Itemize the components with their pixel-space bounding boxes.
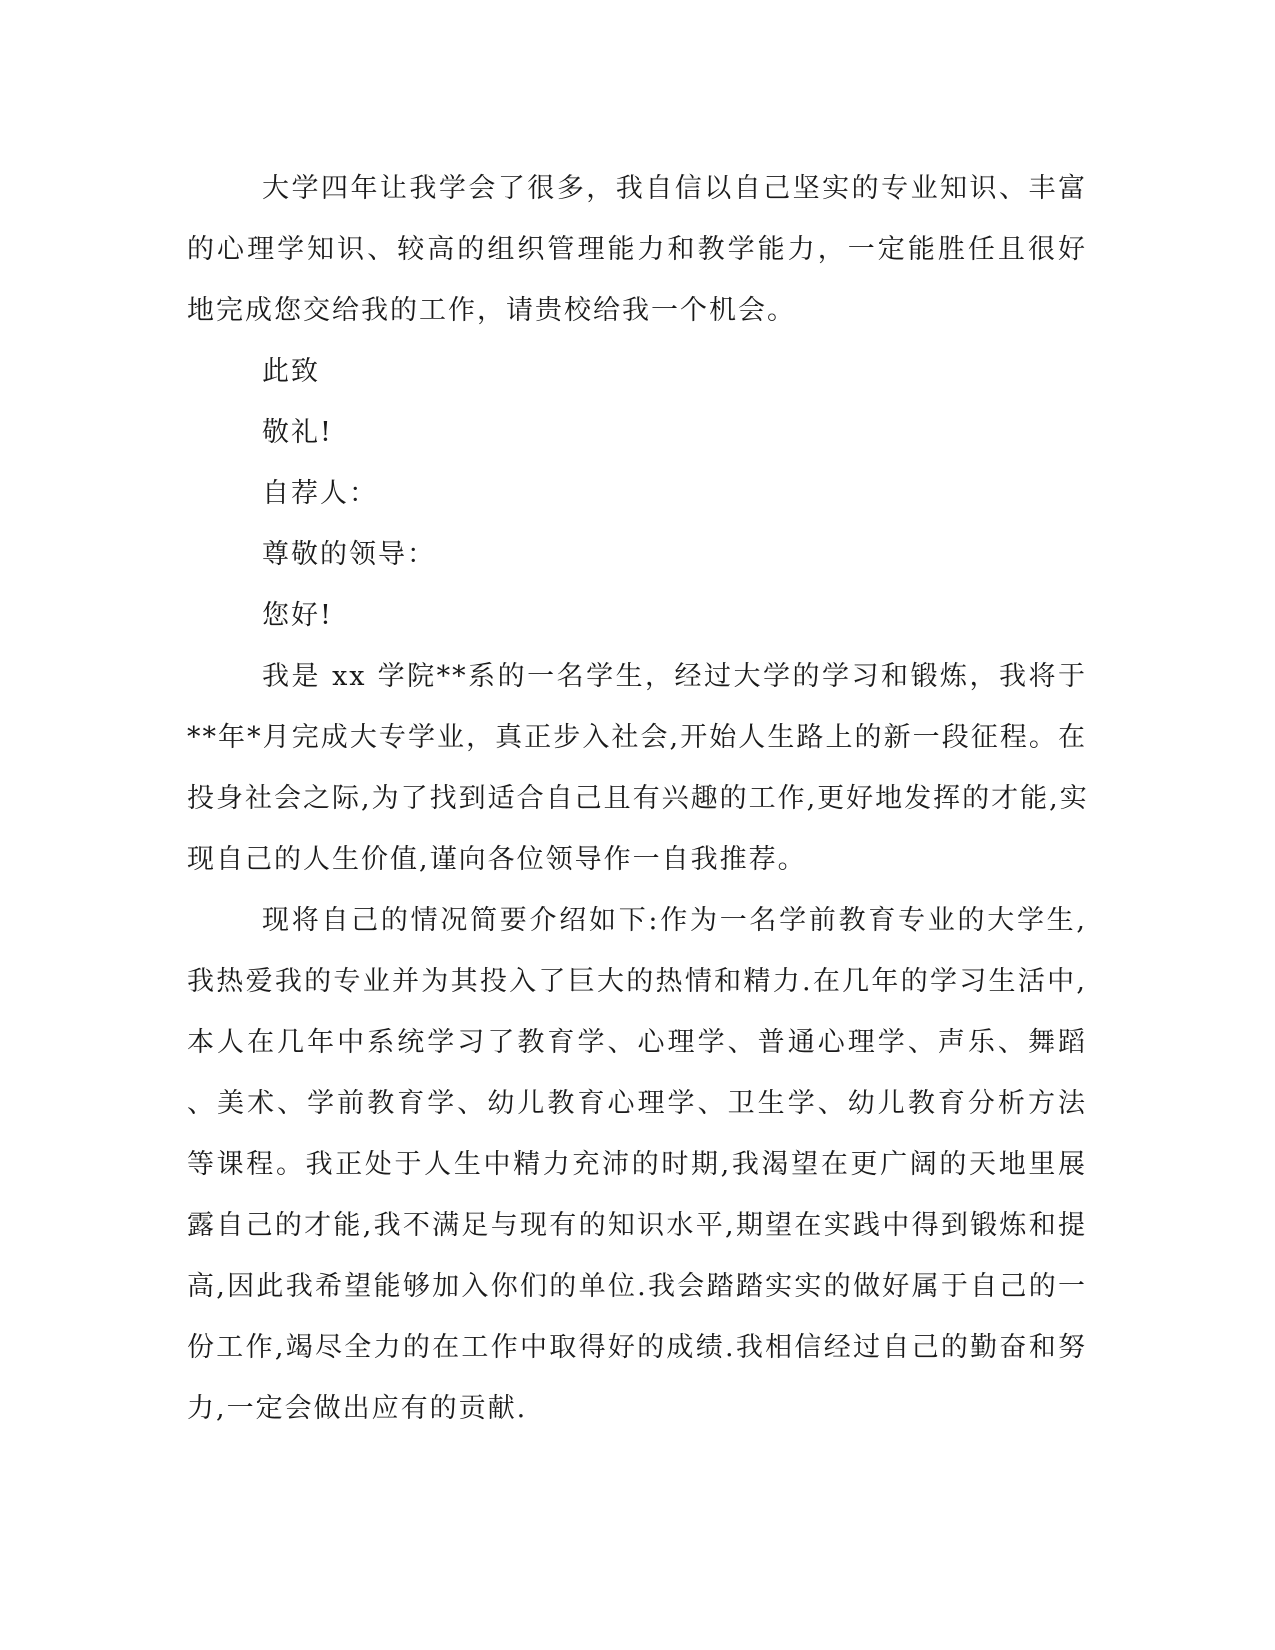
greeting: 您好! — [262, 600, 333, 631]
paragraph-line: 我是 xx 学院**系的一名学生，经过大学的学习和锻炼，我将于 — [262, 661, 1087, 692]
letter-body — [187, 158, 1087, 1439]
paragraph-line: 高,因此我希望能够加入你们的单位.我会踏踏实实的做好属于自己的一 — [187, 1271, 1087, 1302]
paragraph-line: 份工作,竭尽全力的在工作中取得好的成绩.我相信经过自己的勤奋和努 — [187, 1332, 1087, 1363]
paragraph-line: 力,一定会做出应有的贡献. — [187, 1393, 528, 1424]
paragraph-line: 投身社会之际,为了找到适合自己且有兴趣的工作,更好地发挥的才能,实 — [187, 783, 1089, 814]
paragraph-line: 本人在几年中系统学习了教育学、心理学、普通心理学、声乐、舞蹈 — [187, 1027, 1087, 1058]
paragraph-introduction — [187, 646, 1087, 890]
closing-phrase-cizhi: 此致 — [262, 356, 320, 387]
closing-phrase-jingli: 敬礼! — [262, 417, 333, 448]
paragraph-closing-remarks — [187, 158, 1087, 341]
paragraph-line: 我热爱我的专业并为其投入了巨大的热情和精力.在几年的学习生活中, — [187, 966, 1087, 997]
salutation: 尊敬的领导： — [262, 539, 436, 570]
signature-label: 自荐人： — [262, 478, 378, 509]
paragraph-line: 等课程。我正处于人生中精力充沛的时期,我渴望在更广阔的天地里展 — [187, 1149, 1087, 1180]
paragraph-line: 、美术、学前教育学、幼儿教育心理学、卫生学、幼儿教育分析方法 — [187, 1088, 1087, 1119]
paragraph-line: 大学四年让我学会了很多，我自信以自己坚实的专业知识、丰富 — [262, 173, 1087, 204]
paragraph-line: **年*月完成大专学业，真正步入社会,开始人生路上的新一段征程。在 — [187, 722, 1087, 753]
paragraph-line: 现将自己的情况简要介绍如下:作为一名学前教育专业的大学生, — [262, 905, 1087, 936]
paragraph-line: 地完成您交给我的工作，请贵校给我一个机会。 — [187, 295, 796, 326]
paragraph-line: 现自己的人生价值,谨向各位领导作一自我推荐。 — [187, 844, 807, 875]
paragraph-background — [187, 890, 1087, 1439]
paragraph-line: 的心理学知识、较高的组织管理能力和教学能力，一定能胜任且很好 — [187, 234, 1087, 265]
paragraph-line: 露自己的才能,我不满足与现有的知识水平,期望在实践中得到锻炼和提 — [187, 1210, 1087, 1241]
